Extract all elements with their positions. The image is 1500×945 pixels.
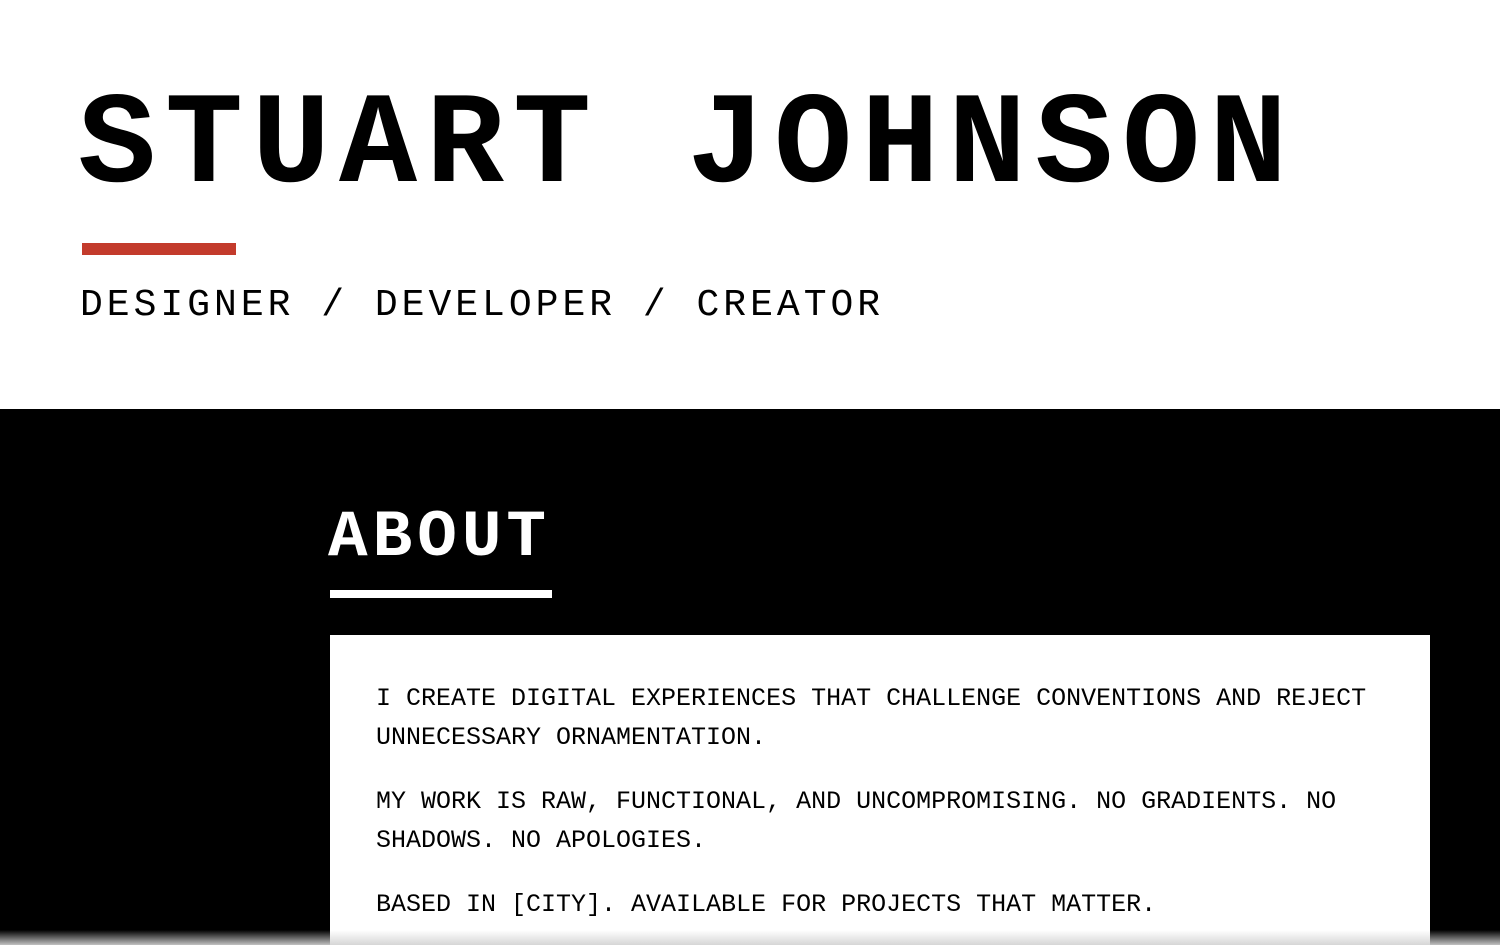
about-paragraph-intro: I CREATE DIGITAL EXPERIENCES THAT CHALLENGE CONVENTIONS AND REJECT UNNECESSARY ORNAMENTATION. bbox=[376, 684, 1367, 752]
about-content-card bbox=[330, 635, 1430, 945]
about-paragraph-philosophy: MY WORK IS RAW, FUNCTIONAL, AND UNCOMPROMISING. NO GRADIENTS. NO SHADOWS. NO APOLOGIES. bbox=[376, 787, 1337, 855]
about-heading-underline bbox=[330, 590, 552, 598]
about-paragraph-availability: BASED IN [CITY]. AVAILABLE FOR PROJECTS THAT MATTER. bbox=[376, 890, 1157, 919]
about-section bbox=[0, 409, 1500, 945]
hero-name-heading: STUART JOHNSON bbox=[78, 74, 1297, 221]
about-section-heading: ABOUT bbox=[328, 500, 552, 575]
accent-divider-bar bbox=[82, 243, 236, 255]
hero-tagline: DESIGNER / DEVELOPER / CREATOR bbox=[80, 284, 885, 327]
